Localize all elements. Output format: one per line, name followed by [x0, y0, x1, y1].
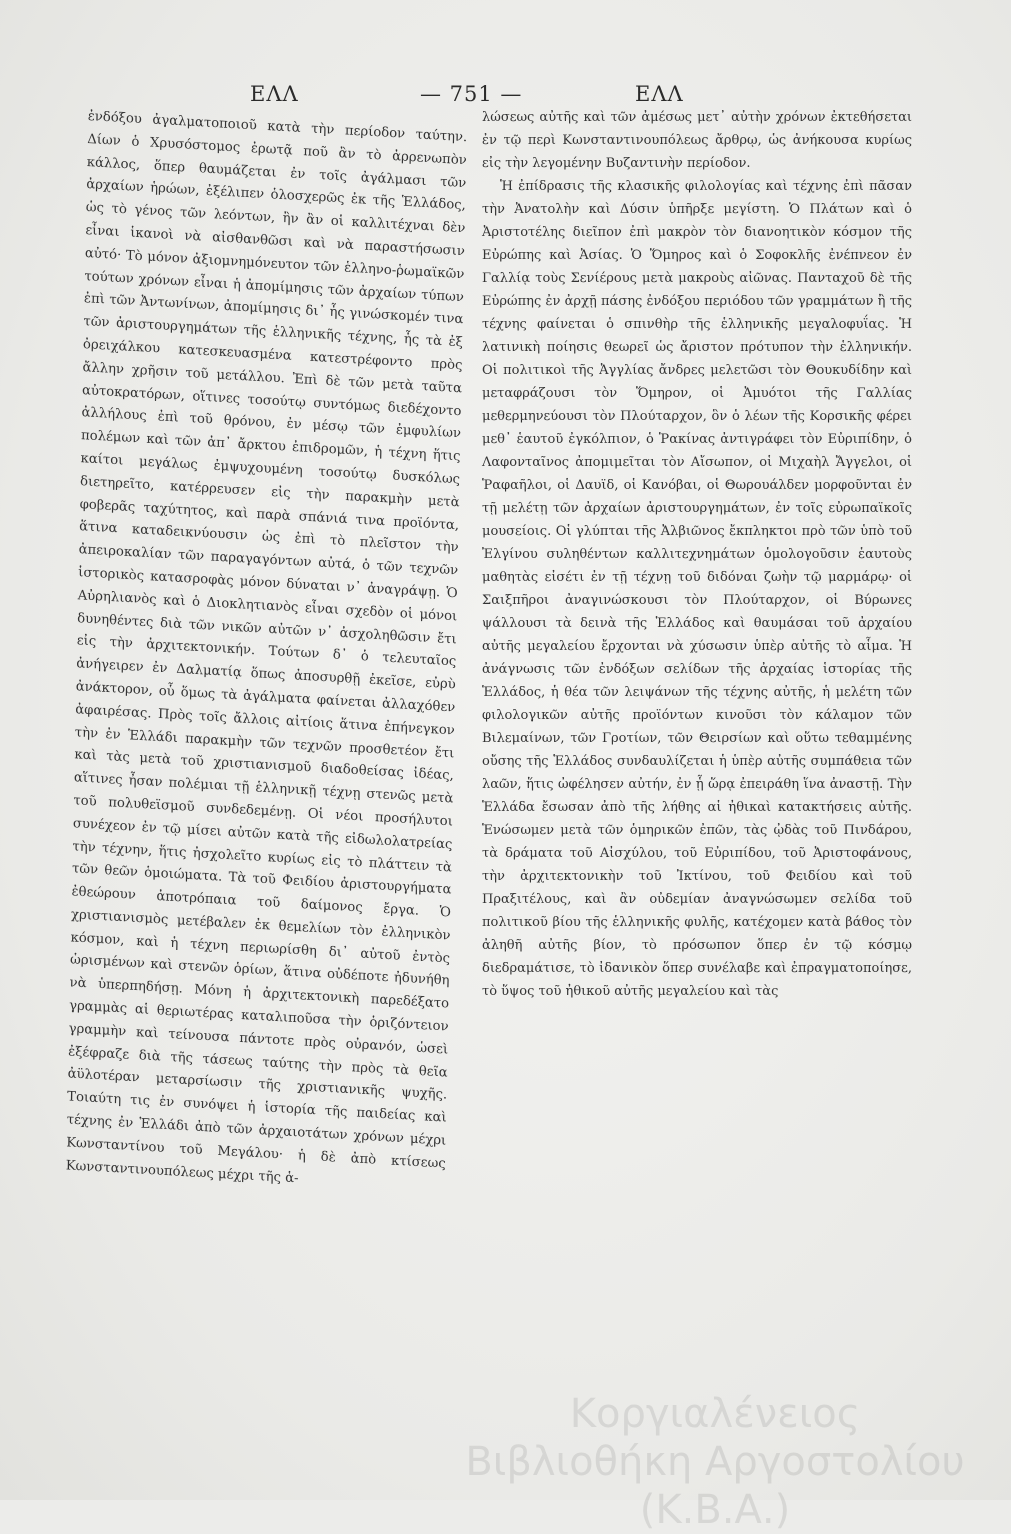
left-column-paragraph: ἐνδόξου ἀγαλματοποιοῦ κατὰ τὴν περίοδον ταύτην. Δίων ὁ Χρυσόστομος ἐρωτᾷ ποῦ ἂν τὸ ἀρρενωπὸν κάλλος, ὅπερ θαυμάζεται ἐν τοῖς ἀγάλμασι τῶν ἀρχαίων ἡρώων, ἐξέλιπεν ὁλοσχερῶς ἐκ τῆς Ἑλλάδος, ὡς τὸ γένος τῶν λεόντων, ἢν ἂν οἱ καλλιτέχναι δὲν εἶναι ἱκανοὶ νὰ αἰσθανθῶσι καὶ νὰ παραστήσωσιν αὐτό· Τὸ μόνον ἀξιομνημόνευτον τῶν ἑλληνο-ῥωμαϊκῶν τούτων χρόνων εἶναι ἡ ἀπομίμησις τῶν ἀρχαίων τύπων ἐπὶ τῶν Ἀντωνίνων, ἀπομίμησις δι᾽ ἧς γινώσκομέν τινα τῶν ἀριστουργημάτων τῆς ἑλληνικῆς τέχνης, ἧς τὰ ἐξ ὀρειχάλκου κατεσκευασμένα κατεστρέφοντο πρὸς ἄλλην χρῆσιν τοῦ μετάλλου. Ἐπὶ δὲ τῶν μετὰ ταῦτα αὐτοκρατόρων, οἵτινες τοσούτῳ συντόμως διεδέχοντο ἀλλήλους ἐπὶ τοῦ θρόνου, ἐν μέσῳ τῶν ἐμφυλίων πολέμων καὶ τῶν ἀπ᾽ ἄρκτου ἐπιδρομῶν, ἡ τέχνη ἥτις καίτοι μεγάλως ἐμψυχουμένη τοσούτῳ δυσκόλως διετηρεῖτο, κατέρρευσεν εἰς τὴν παρακμὴν μετὰ φοβερᾶς ταχύτητος, καὶ παρὰ σπάνιά τινα προϊόντα, ἅτινα καταδεικνύουσιν ὡς ἐπὶ τὸ πλεῖστον τὴν ἀπειροκαλίαν τῶν παραγαγόντων αὐτά, ὁ τῶν τεχνῶν ἱστορικὸς κατασροφὰς μόνον δύναται ν᾽ ἀναγράψῃ. Ὁ Αὐρηλιανὸς καὶ ὁ Διοκλητιανὸς εἶναι σχεδὸν οἱ μόνοι δυνηθέντες διὰ τῶν νικῶν αὐτῶν ν᾽ ἀσχοληθῶσιν ἔτι εἰς τὴν ἀρχιτεκτονικήν. Τούτων δ᾽ ὁ τελευταῖος ἀνήγειρεν ἐν Δαλματίᾳ ὅπως ἀποσυρθῇ ἐκεῖσε, εὐρὺ ἀνάκτορον, οὗ ὅμως τὰ ἀγάλματα φαίνεται ἀλλαχόθεν ἀφαιρέσας. Πρὸς τοῖς ἄλλοις αἰτίοις ἅτινα ἐπήνεγκον τὴν ἐν Ἑλλάδι παρακμὴν τῶν τεχνῶν προσθετέον ἔτι καὶ τὰς μετὰ τοῦ χριστιανισμοῦ διαδοθείσας ἰδέας, αἵτινες ἦσαν πολέμιαι τῇ ἑλληνικῇ τέχνῃ στενῶς μετὰ τοῦ πολυθεϊσμοῦ συνδεδεμένῃ. Οἱ νέοι προσήλυτοι συνέχεον ἐν τῷ μίσει αὐτῶν κατὰ τῆς εἰδωλολατρείας τὴν τέχνην, ἥτις ἠσχολεῖτο κυρίως εἰς τὸ πλάττειν τὰ τῶν θεῶν ὁμοιώματα. Τὰ τοῦ Φειδίου ἀριστουργήματα ἐθεώρουν ἀποτρόπαια τοῦ δαίμονος ἔργα. Ὁ χριστιανισμὸς μετέβαλεν ἐκ θεμελίων τὸν ἐλληνικὸν κόσμον, καὶ ἡ τέχνη περιωρίσθη δι᾽ αὐτοῦ ἐντὸς ὡρισμένων καὶ στενῶν ὁρίων, ἅτινα οὐδέποτε ἠδυνήθη νὰ ὑπερπηδήσῃ. Μόνη ἡ ἀρχιτεκτονικὴ παρεδέξατο γραμμὰς αἱ θεριωτέρας καταλιποῦσα τὴν ὁριζόντειον γραμμὴν καὶ τείνουσα πάντοτε πρὸς οὐρανόν, ὡσεὶ ἐξέφραζε διὰ τῆς τάσεως ταύτης τὴν πρὸς τὰ θεῖα ἀϋλοτέραν μεταρσίωσιν τῆς χριστιανικῆς ψυχῆς. Τοιαύτη τις ἐν συνόψει ἡ ἱστορία τῆς παιδείας καὶ τέχνης ἐν Ἑλλάδι ἀπὸ τῶν ἀρχαιοτάτων χρόνων μέχρι Κωνσταντίνου τοῦ Μεγάλου· ἡ δὲ ἀπὸ κτίσεως Κωνσταντινουπόλεως μέχρι τῆς ἁ- — [65, 109, 468, 1187]
right-column-paragraph: Ἡ ἐπίδρασις τῆς κλασικῆς φιλολογίας καὶ τέχνης ἐπὶ πᾶσαν τὴν Ἀνατολὴν καὶ Δύσιν ὑπῆρξε μεγίστη. Ὁ Πλάτων καὶ ὁ Ἀριστοτέλης διεῖπον ἐπὶ μακρὸν τὸν διανοητικὸν κόσμον τῆς Εὐρώπης καὶ Ἀσίας. Ὁ Ὅμηρος καὶ ὁ Σοφοκλῆς ἐνέπνεον ἐν Γαλλίᾳ τοὺς Σενίέρους μετὰ μακροὺς αἰῶνας. Πανταχοῦ δὲ τῆς Εὐρώπης ἐν ἀρχῇ πάσης ἐνδόξου περιόδου τῶν γραμμάτων ἢ τῆς τέχνης φαίνεται ὁ σπινθὴρ τῆς ἑλληνικῆς μεγαλοφυΐας. Ἡ λατινικὴ ποίησις θεωρεῖ ὡς ἄριστον πρότυπον τὴν ἑλληνικήν. Οἱ πολιτικοὶ τῆς Ἀγγλίας ἄνδρες μελετῶσι τὸν Θουκυδίδην καὶ μεταφράζουσι τὸν Ὅμηρον, οἱ Ἀμυότοι τῆς Γαλλίας μεθερμηνεύουσι τὸν Πλούταρχον, ὃν ὁ λέων τῆς Κορσικῆς φέρει μεθ᾽ ἑαυτοῦ ἐγκόλπιον, ὁ Ῥακίνας ἀντιγράφει τὸν Εὐριπίδην, ὁ Λαφονταῖνος ἀπομιμεῖται τὸν Αἴσωπον, οἱ Μιχαὴλ Ἄγγελοι, οἱ Ῥαφαῆλοι, οἱ Δαυϊδ, οἱ Κανόβαι, οἱ Θωρουάλδεν μορφοῦνται ἐν τῇ μελέτῃ τῶν ἀρχαίων ἀριστουργημάτων, ἐν τοῖς εὐρωπαϊκοῖς μουσείοις. Οἱ γλύπται τῆς Ἀλβιῶνος ἔκπληκτοι πρὸ τῶν ὑπὸ τοῦ Ἐλγίνου συληθέντων καλλιτεχνημάτων ὁμολογοῦσιν ἑαυτοὺς μαθητὰς εἰσέτι ἐν τῇ τέχνῃ τοῦ διδόναι ζωὴν τῷ μαρμάρῳ· οἱ Σαιξπῆροι ἀναγινώσκουσι τὸν Πλούταρχον, οἱ Βύρωνες ψάλλουσι τὰ δεινὰ τῆς Ἑλλάδος καὶ θαυμάσαι τοῦ ἀρχαίου αὐτῆς μεγαλείου ἔρχονται νὰ χύσωσιν ὑπὲρ αὐτῆς τὸ αἷμα. Ἡ ἀνάγνωσις τῶν ἐνδόξων σελίδων τῆς ἀρχαίας ἱστορίας τῆς Ἑλλάδος, ἡ θέα τῶν λειψάνων τῆς τέχνης αὐτῆς, ἡ μελέτη τῶν φιλολογικῶν αὐτῆς προϊόντων κινοῦσι τὸν κάλαμον τῶν Βιλεμαίνων, τῶν Γροτίων, τῶν Θειρσίων καὶ οὕτω τεθαμμένης οὔσης τῆς Ἑλλάδος συνδαυλίζεται ἡ ὑπὲρ αὐτῆς συμπάθεια τῶν λαῶν, ἥτις ὠφέλησεν αὐτήν, ἐν ᾗ ὥρᾳ ἐπειράθη ἵνα ἀναστῇ. Τὴν Ἑλλάδα ἔσωσαν ἀπὸ τῆς λήθης αἱ ἠθικαὶ κατακτήσεις αὐτῆς. Ἑνώσωμεν μετὰ τῶν ὁμηρικῶν ἐπῶν, τὰς ᾠδὰς τοῦ Πινδάρου, τὰ δράματα τοῦ Αἰσχύλου, τοῦ Εὐριπίδου, τοῦ Ἀριστοφάνους, τὴν ἀρχιτεκτονικὴν τοῦ Ἰκτίνου, τοῦ Φειδίου καὶ τοῦ Πραξιτέλους, καὶ ἂν οὐδεμίαν ἀναγνώσωμεν σελίδα τοῦ πολιτικοῦ βίου τῆς ἑλληνικῆς φυλῆς, κατέχομεν κατὰ βάθος τὸν ἀληθῆ αὐτῆς βίον, τὸ πρόσωπον ὅπερ ἐν τῷ κόσμῳ διεδραμάτισε, τὸ ἰδανικὸν ὅπερ συνέλαβε καὶ ἐπραγματοποίησε, τὸ ὕψος τοῦ ἠθικοῦ αὐτῆς μεγαλείου καὶ τὰς — [482, 179, 912, 999]
header-right-entry: ΕΛΛ — [635, 82, 684, 106]
left-column — [66, 106, 468, 1199]
library-watermark: Κοργιαλένειος Βιβλιοθήκη Αργοστολίου (Κ.Β.Α.) — [465, 1391, 965, 1533]
header-left-entry: ΕΛΛ — [250, 82, 299, 106]
right-column — [482, 106, 912, 1003]
page-header — [250, 82, 700, 108]
right-column-paragraph: λώσεως αὐτῆς καὶ τῶν ἀμέσως μετ᾽ αὐτὴν χρόνων ἐκτεθήσεται ἐν τῷ περὶ Κωνσταντινουπόλεως ἄρθρῳ, ὡς ἀνήκουσα κυρίως εἰς τὴν λεγομένην Βυζαντινὴν περίοδον. — [482, 110, 912, 171]
page-number: — 751 — — [420, 82, 523, 106]
